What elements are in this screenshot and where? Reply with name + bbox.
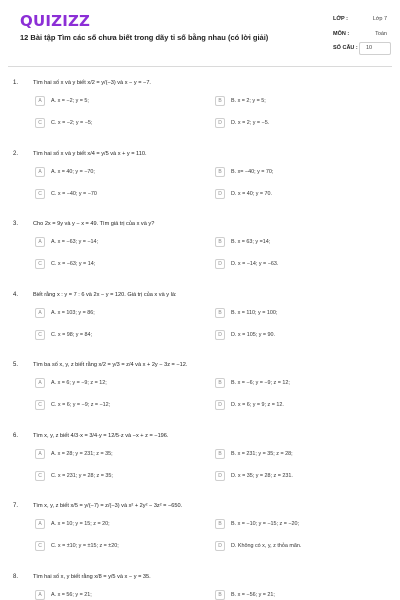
option-text: C. x = −63; y = 14; bbox=[51, 261, 96, 267]
subject-field bbox=[333, 28, 391, 42]
question-item bbox=[0, 80, 400, 150]
option-text: A. x = 103; y = 86; bbox=[51, 310, 95, 316]
question-item bbox=[0, 362, 400, 432]
question-item bbox=[0, 151, 400, 221]
option-text: D. x = 35; y = 28; z = 231. bbox=[231, 473, 293, 479]
option-letter-box: C bbox=[35, 400, 45, 410]
option-letter-box: C bbox=[35, 471, 45, 481]
option-text: C. x = 98; y = 84; bbox=[51, 332, 93, 338]
option-letter-box: D bbox=[215, 471, 225, 481]
question-number: 3. bbox=[13, 221, 19, 227]
option-text: A. x = 56; y = 21; bbox=[51, 592, 92, 598]
option-letter-box: D bbox=[215, 400, 225, 410]
option-text: B. x = −56; y = 21; bbox=[231, 592, 275, 598]
worksheet-header bbox=[0, 0, 400, 72]
option-text: D. x = 6; y = 9; z = 12. bbox=[231, 402, 284, 408]
option-letter-box: B bbox=[215, 519, 225, 529]
option-letter-box: B bbox=[215, 378, 225, 388]
option-letter-box: D bbox=[215, 189, 225, 199]
option-text: B. x = 231; y = 35; z = 28; bbox=[231, 451, 293, 457]
question-item bbox=[0, 221, 400, 291]
option-text: C. x = −40; y = −70 bbox=[51, 191, 97, 197]
page-title: 12 Bài tập Tìm các số chưa biết trong dãy tỉ số bằng nhau (có lời giải) bbox=[20, 33, 269, 42]
question-item bbox=[0, 574, 400, 600]
question-item bbox=[0, 292, 400, 362]
question-text: Tìm x, y, z biết x/5 = y/(−7) = z/(−3) và x² + 2y² − 3z² = −650. bbox=[33, 503, 183, 509]
question-item bbox=[0, 433, 400, 503]
question-count-field bbox=[333, 42, 391, 56]
question-number: 2. bbox=[13, 151, 19, 157]
option-text: D. x = 2; y = −5. bbox=[231, 120, 270, 126]
option-letter-box: A bbox=[35, 449, 45, 459]
option-text: C. x = ±10; y = ±15; z = ±20; bbox=[51, 543, 119, 549]
question-text: Tìm hai số x, y biết rằng x/8 = y/5 và x − y = 35. bbox=[33, 574, 151, 580]
option-letter-box: A bbox=[35, 590, 45, 600]
subject-value: Toán bbox=[375, 31, 387, 37]
option-letter-box: A bbox=[35, 96, 45, 106]
option-text: C. x = 231; y = 28; z = 35; bbox=[51, 473, 113, 479]
option-letter-box: B bbox=[215, 308, 225, 318]
option-letter-box: C bbox=[35, 118, 45, 128]
option-text: B. x = −10; y = −15; z = −20; bbox=[231, 521, 300, 527]
question-number: 4. bbox=[13, 292, 19, 298]
option-text: B. x = −6; y = −9; z = 12; bbox=[231, 380, 290, 386]
question-number: 5. bbox=[13, 362, 19, 368]
option-letter-box: A bbox=[35, 308, 45, 318]
option-letter-box: A bbox=[35, 378, 45, 388]
option-text: D. x = 105; y = 90. bbox=[231, 332, 276, 338]
option-text: B. x = 63; y =14; bbox=[231, 239, 271, 245]
header-divider bbox=[8, 66, 392, 67]
question-text: Tìm ba số x, y, z biết rằng x/2 = y/3 = z/4 và x + 2y − 3z = −12. bbox=[33, 362, 188, 368]
question-text: Tìm hai số x và y biết x/2 = y/(−3) và x − y = −7. bbox=[33, 80, 151, 86]
option-text: C. x = 6; y = −9; z = −12; bbox=[51, 402, 111, 408]
option-text: B. x = 2; y = 5; bbox=[231, 98, 266, 104]
option-letter-box: B bbox=[215, 237, 225, 247]
option-letter-box: B bbox=[215, 167, 225, 177]
question-text: Cho 2x = 9y và y − x = 49. Tìm giá trị của x và y? bbox=[33, 221, 155, 227]
option-letter-box: B bbox=[215, 449, 225, 459]
question-text: Tìm x, y, z biết 4/3·x = 3/4·y = 12/5·z và −x + z = −196. bbox=[33, 433, 169, 439]
option-letter-box: C bbox=[35, 330, 45, 340]
option-letter-box: C bbox=[35, 189, 45, 199]
option-text: B. x = 110; y = 100; bbox=[231, 310, 278, 316]
option-text: D. x = −14; y = −63. bbox=[231, 261, 279, 267]
option-text: A. x = 28; y = 231; z = 35; bbox=[51, 451, 113, 457]
question-number: 6. bbox=[13, 433, 19, 439]
subject-label: MÔN : bbox=[333, 31, 350, 37]
question-text: Biết rằng x : y = 7 : 6 và 2x − y = 120. Giá trị của x và y là: bbox=[33, 292, 177, 298]
class-field bbox=[333, 13, 391, 27]
option-text: A. x = −63; y = −14; bbox=[51, 239, 99, 245]
question-number: 8. bbox=[13, 574, 19, 580]
class-label: LỚP : bbox=[333, 16, 348, 22]
quizizz-logo: QUIZIZZ bbox=[20, 12, 91, 30]
option-letter-box: A bbox=[35, 519, 45, 529]
option-text: A. x = 10; y = 15; z = 20; bbox=[51, 521, 110, 527]
option-letter-box: D bbox=[215, 118, 225, 128]
option-text: B. x= −40; y = 70; bbox=[231, 169, 274, 175]
option-letter-box: A bbox=[35, 237, 45, 247]
question-item bbox=[0, 503, 400, 573]
question-text: Tìm hai số x và y biết x/4 = y/5 và x + y = 110. bbox=[33, 151, 147, 157]
option-letter-box: D bbox=[215, 541, 225, 551]
option-letter-box: B bbox=[215, 96, 225, 106]
question-count-value: 10 bbox=[366, 45, 373, 51]
option-letter-box: C bbox=[35, 259, 45, 269]
question-count-label: SỐ CÂU : bbox=[333, 45, 358, 51]
option-text: C. x = −2; y = −5; bbox=[51, 120, 93, 126]
option-text: D. Không có x, y, z thỏa mãn. bbox=[231, 543, 302, 549]
option-text: A. x = 40; y = −70; bbox=[51, 169, 95, 175]
option-letter-box: C bbox=[35, 541, 45, 551]
option-text: D. x = 40; y = 70. bbox=[231, 191, 273, 197]
question-count-box bbox=[359, 42, 391, 55]
question-number: 1. bbox=[13, 80, 19, 86]
option-text: A. x = −2; y = 5; bbox=[51, 98, 89, 104]
option-letter-box: A bbox=[35, 167, 45, 177]
option-letter-box: D bbox=[215, 259, 225, 269]
option-text: A. x = 6; y = −9; z = 12; bbox=[51, 380, 107, 386]
class-value: Lớp 7 bbox=[372, 16, 387, 22]
question-number: 7. bbox=[13, 503, 19, 509]
option-letter-box: B bbox=[215, 590, 225, 600]
option-letter-box: D bbox=[215, 330, 225, 340]
